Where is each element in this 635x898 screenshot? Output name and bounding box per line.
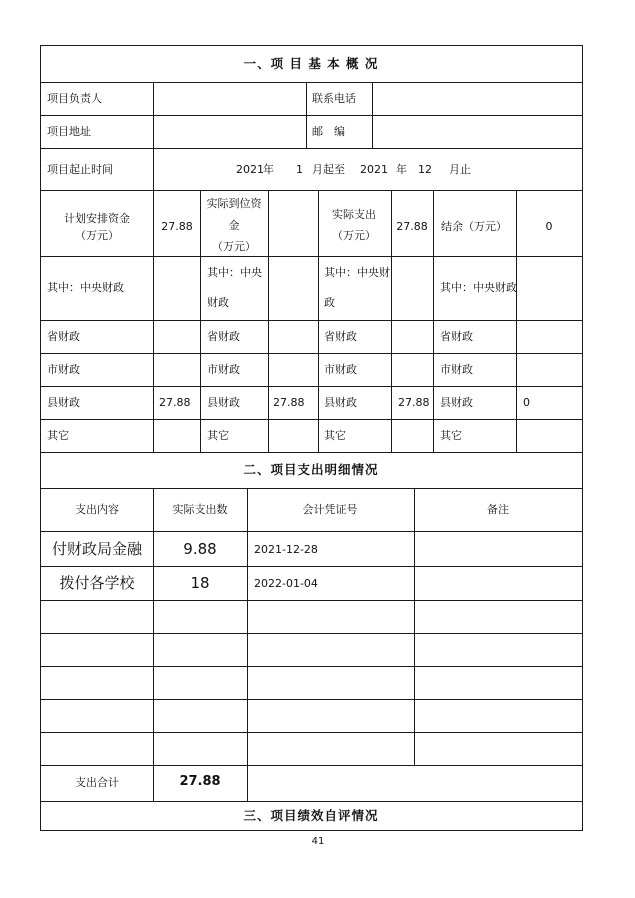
central-label: 政 xyxy=(324,296,335,309)
period-year-unit: 年 xyxy=(263,163,274,176)
city-label: 市财政 xyxy=(207,363,240,376)
city-label: 市财政 xyxy=(47,363,80,376)
rule xyxy=(40,82,583,83)
rule xyxy=(40,566,583,567)
actual-spend-unit: （万元） xyxy=(332,229,376,242)
central-label: 其中：中央财政 xyxy=(47,281,124,294)
period-start-year: 2021 xyxy=(236,163,264,176)
rule xyxy=(414,488,415,765)
actual-arrive-label: 实际到位资 xyxy=(206,197,262,210)
period-end-year: 2021 xyxy=(360,163,388,176)
rule xyxy=(40,488,583,489)
county-label: 县财政 xyxy=(207,396,240,409)
rule xyxy=(40,419,583,420)
other-label: 其它 xyxy=(207,429,229,442)
central-label: 其中：中央 xyxy=(207,266,262,279)
county-spend-value: 27.88 xyxy=(398,396,430,409)
rule xyxy=(40,386,583,387)
rule xyxy=(153,82,154,452)
actual-arrive-unit: （万元） xyxy=(212,240,256,253)
rule xyxy=(40,115,583,116)
actual-spend-value: 27.88 xyxy=(396,220,428,233)
expense-voucher: 2022-01-04 xyxy=(254,577,318,590)
central-label: 其中：中央财 xyxy=(324,266,390,279)
province-label: 省财政 xyxy=(207,330,240,343)
period-year-unit: 年 xyxy=(396,163,407,176)
rule xyxy=(306,82,307,148)
city-label: 市财政 xyxy=(324,363,357,376)
rule xyxy=(40,45,41,831)
address-label: 项目地址 xyxy=(47,125,91,138)
balance-value: 0 xyxy=(545,220,553,233)
total-label: 支出合计 xyxy=(75,776,119,789)
central-label: 财政 xyxy=(207,296,229,309)
period-start-suffix: 月起至 xyxy=(312,163,345,176)
expense-content: 拨付各学校 xyxy=(59,574,135,592)
other-label: 其它 xyxy=(440,429,462,442)
section-title: 一、项 目 基 本 概 况 xyxy=(243,56,379,71)
rule xyxy=(582,45,583,831)
period-end-month: 12 xyxy=(418,163,432,176)
expense-voucher: 2021-12-28 xyxy=(254,543,318,556)
central-label: 其中：中央财政 xyxy=(440,281,517,294)
period-start-month: 1 xyxy=(296,163,303,176)
plan-funds-unit: （万元） xyxy=(75,229,119,242)
period-end-suffix: 月止 xyxy=(449,163,471,176)
rule xyxy=(40,666,583,667)
actual-spend-label: 实际支出 xyxy=(332,208,376,221)
expense-content: 付财政局金融 xyxy=(51,540,143,558)
county-label: 县财政 xyxy=(440,396,473,409)
expense-amount: 9.88 xyxy=(183,540,217,558)
city-label: 市财政 xyxy=(440,363,473,376)
table-header: 会计凭证号 xyxy=(302,503,358,516)
rule xyxy=(247,488,248,801)
rule xyxy=(40,699,583,700)
section-title: 三、项目绩效自评情况 xyxy=(243,808,379,823)
county-label: 县财政 xyxy=(47,396,80,409)
rule xyxy=(40,765,583,766)
rule xyxy=(40,633,583,634)
total-value: 27.88 xyxy=(179,774,221,789)
rule xyxy=(40,531,583,532)
rule xyxy=(40,801,583,802)
postcode-label: 邮 编 xyxy=(312,125,345,138)
province-label: 省财政 xyxy=(440,330,473,343)
province-label: 省财政 xyxy=(324,330,357,343)
rule xyxy=(40,320,583,321)
county-label: 县财政 xyxy=(324,396,357,409)
rule xyxy=(40,45,583,46)
rule xyxy=(40,190,583,191)
rule xyxy=(318,190,319,452)
phone-label: 联系电话 xyxy=(312,92,356,105)
rule xyxy=(516,190,517,452)
expense-amount: 18 xyxy=(190,574,210,592)
other-label: 其它 xyxy=(324,429,346,442)
rule xyxy=(391,190,392,452)
table-header: 实际支出数 xyxy=(172,503,228,516)
plan-funds-label: 计划安排资金 xyxy=(64,212,130,225)
other-label: 其它 xyxy=(47,429,69,442)
balance-label: 结余（万元） xyxy=(441,220,507,233)
rule xyxy=(268,190,269,452)
rule xyxy=(40,830,583,831)
rule xyxy=(40,148,583,149)
county-arrive-value: 27.88 xyxy=(273,396,305,409)
page-number: 41 xyxy=(311,836,325,847)
rule xyxy=(40,600,583,601)
rule xyxy=(200,190,201,452)
section-title: 二、项目支出明细情况 xyxy=(243,462,379,477)
actual-arrive-label: 金 xyxy=(228,219,240,232)
rule xyxy=(40,732,583,733)
rule xyxy=(40,256,583,257)
rule xyxy=(433,190,434,452)
rule xyxy=(40,353,583,354)
county-plan-value: 27.88 xyxy=(159,396,191,409)
rule xyxy=(372,82,373,148)
period-label: 项目起止时间 xyxy=(47,163,113,176)
table-header: 支出内容 xyxy=(75,503,119,516)
table-header: 备注 xyxy=(487,503,509,516)
rule xyxy=(153,488,154,801)
rule xyxy=(40,452,583,453)
county-balance-value: 0 xyxy=(523,396,530,409)
province-label: 省财政 xyxy=(47,330,80,343)
plan-funds-value: 27.88 xyxy=(161,220,193,233)
responsible-label: 项目负责人 xyxy=(47,92,102,105)
